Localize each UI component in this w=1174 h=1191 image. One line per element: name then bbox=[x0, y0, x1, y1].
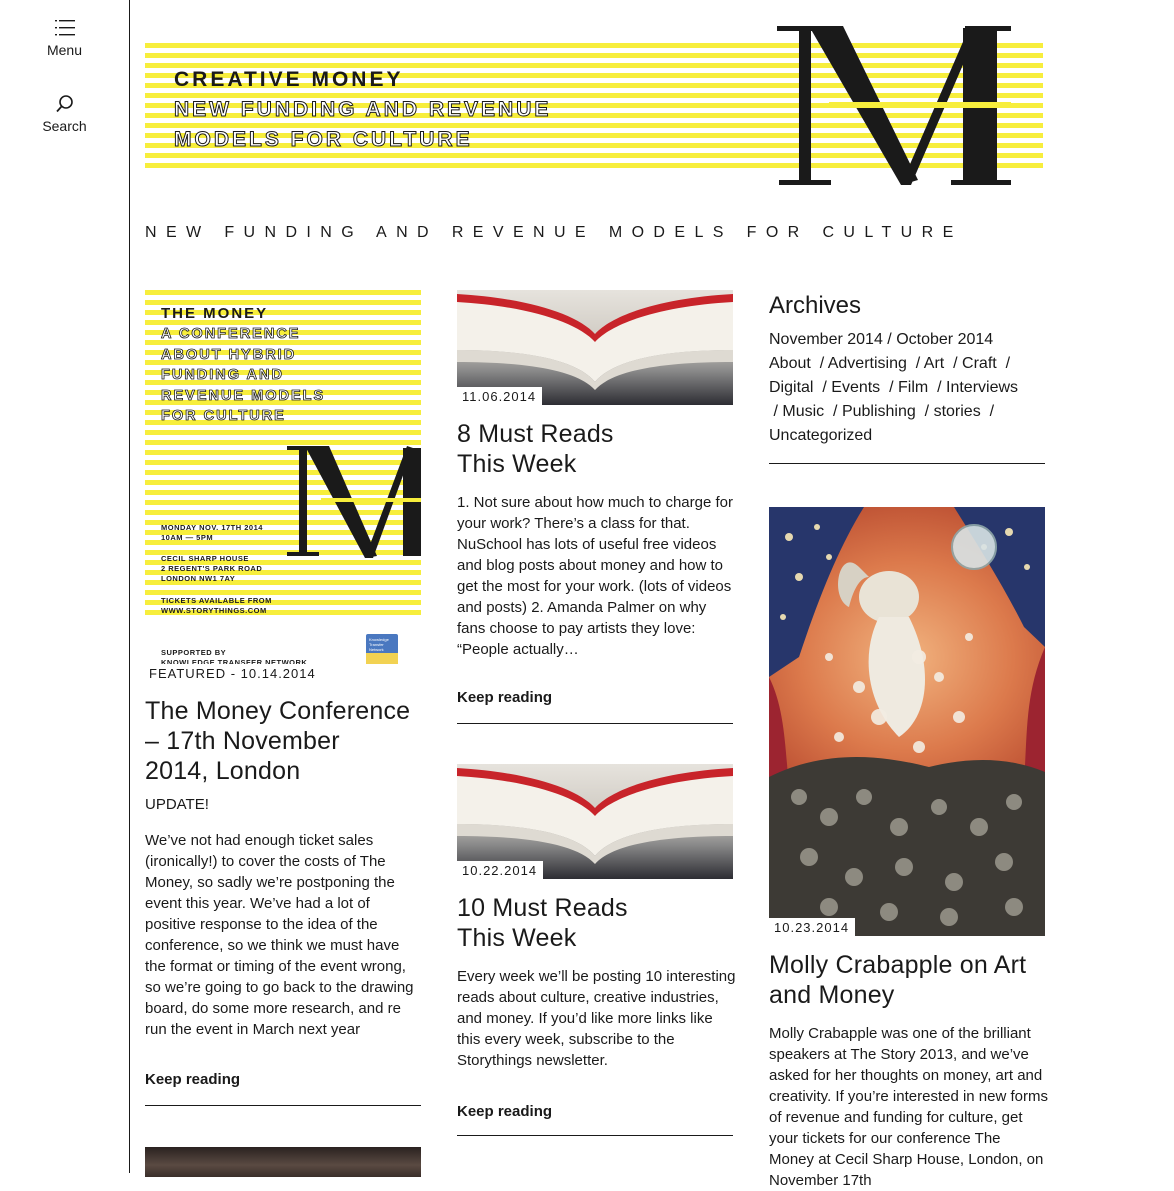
category-link-interviews[interactable]: Interviews bbox=[946, 379, 1019, 396]
title-line: The Money Conference bbox=[145, 697, 411, 725]
poster-supporter: KNOWLEDGE TRANSFER NETWORK bbox=[161, 658, 308, 664]
divider bbox=[457, 723, 733, 724]
divider bbox=[145, 1105, 421, 1106]
post-3-title[interactable] bbox=[769, 950, 1049, 1010]
post-2-excerpt: Every week we’ll be posting 10 interesting reads about culture, creative industries, and money. If you’d like more links like this every week, subscribe to the Storythings newsletter. bbox=[457, 968, 736, 1069]
featured-post-title[interactable] bbox=[145, 696, 423, 786]
post-3-excerpt: Molly Crabapple was one of the brilliant speakers at The Story 2013, and we’ve asked for her thoughts on money, art and creativity. If you’re interested in new forms of revenue and funding for culture, get your tickets for our conference The Money at Cecil Sharp House, London, on November 17th bbox=[769, 1025, 1048, 1189]
archives-heading: Archives bbox=[769, 292, 862, 319]
separator: / bbox=[1005, 355, 1011, 372]
featured-date: 10.14.2014 bbox=[240, 666, 316, 681]
title-line: 8 Must Reads bbox=[457, 420, 614, 448]
category-link-uncategorized[interactable]: Uncategorized bbox=[769, 427, 873, 444]
category-link-craft[interactable]: Craft bbox=[962, 355, 997, 372]
category-link-stories[interactable]: stories bbox=[933, 403, 981, 420]
poster-date-block bbox=[161, 523, 263, 543]
title-line: 10 Must Reads bbox=[457, 894, 628, 922]
category-link-film[interactable]: Film bbox=[897, 379, 929, 396]
featured-poster-image[interactable] bbox=[145, 290, 421, 664]
post-1-body bbox=[457, 419, 737, 724]
poster-venue-line: 2 REGENT'S PARK ROAD bbox=[161, 564, 263, 573]
archive-month-link[interactable]: November 2014 bbox=[769, 331, 883, 348]
category-link-art[interactable]: Art bbox=[923, 355, 945, 372]
menu-button[interactable] bbox=[0, 18, 129, 58]
ktn-logo-text: Knowledge Transfer Network bbox=[369, 637, 389, 652]
divider bbox=[769, 463, 1045, 464]
featured-label: FEATURED - bbox=[149, 666, 241, 681]
poster-venue-line: CECIL SHARP HOUSE bbox=[161, 554, 249, 563]
banner-text bbox=[174, 65, 551, 155]
featured-keep-reading-link[interactable]: Keep reading bbox=[145, 1071, 241, 1088]
search-label: Search bbox=[42, 118, 87, 134]
title-line: – 17th November bbox=[145, 727, 340, 755]
menu-label: Menu bbox=[46, 42, 83, 58]
post-2-date: 10.22.2014 bbox=[457, 861, 543, 881]
poster-line: FOR CULTURE bbox=[161, 408, 286, 425]
separator: / bbox=[989, 403, 995, 420]
poster-tickets-block bbox=[161, 596, 272, 616]
category-link-digital[interactable]: Digital bbox=[769, 379, 814, 396]
category-link-about[interactable]: About bbox=[769, 355, 811, 372]
title-line: Molly Crabapple on Art bbox=[769, 951, 1027, 979]
archive-month-link[interactable]: October 2014 bbox=[896, 331, 994, 348]
category-link-publishing[interactable]: Publishing bbox=[841, 403, 916, 420]
poster-text bbox=[161, 304, 325, 427]
post-1-date: 11.06.2014 bbox=[457, 387, 542, 407]
poster-line: FUNDING AND bbox=[161, 367, 284, 384]
featured-excerpt: We’ve not had enough ticket sales (ironically!) to cover the costs of The Money, so sadly we’re postponing the event this year. We’ve had a lot of positive response to the idea of the conference, so we think we must have the format or timing of the event wrong, so we’re going to go back to the drawing board, do some more research, and re run the event in March next year bbox=[145, 832, 414, 1038]
divider bbox=[457, 1135, 733, 1136]
search-button[interactable] bbox=[0, 94, 129, 134]
site-banner[interactable] bbox=[145, 43, 1043, 171]
title-line: and Money bbox=[769, 981, 895, 1009]
post-2-keep-reading-link[interactable]: Keep reading bbox=[457, 1103, 553, 1120]
category-link-music[interactable]: Music bbox=[782, 403, 825, 420]
poster-tickets-line: WWW.STORYTHINGS.COM bbox=[161, 606, 267, 615]
separator: / bbox=[887, 331, 892, 348]
ktn-logo-icon bbox=[366, 634, 398, 664]
poster-venue-block bbox=[161, 554, 262, 584]
category-link-events[interactable]: Events bbox=[831, 379, 881, 396]
separator: / bbox=[819, 355, 825, 372]
poster-time-line: 10AM — 5PM bbox=[161, 533, 214, 542]
title-line: This Week bbox=[457, 450, 577, 478]
post-3-painting-image[interactable] bbox=[769, 507, 1045, 936]
menu-icon bbox=[54, 18, 76, 38]
search-icon bbox=[55, 94, 75, 114]
banner-title: CREATIVE MONEY bbox=[174, 68, 404, 91]
poster-line: A CONFERENCE bbox=[161, 326, 301, 342]
post-1-excerpt: 1. Not sure about how much to charge for your work? There’s a class for that. NuSchool has lots of useful free videos and blog posts about money and how to get the most for your work. (lots of videos and posts) 2. Amanda Palmer on why fans choose to pay artists they love: “People actually… bbox=[457, 494, 733, 658]
archives-list bbox=[769, 328, 1047, 448]
post-3-date: 10.23.2014 bbox=[769, 918, 855, 938]
separator: / bbox=[915, 355, 921, 372]
separator: / bbox=[953, 355, 958, 372]
illustration-painting-icon bbox=[769, 507, 1045, 936]
poster-venue-line: LONDON NW1 7AY bbox=[161, 574, 236, 583]
poster-date-line: MONDAY NOV. 17TH 2014 bbox=[161, 523, 263, 532]
poster-m-logo-icon bbox=[285, 442, 421, 562]
title-line: 2014, London bbox=[145, 757, 301, 785]
post-2-title[interactable] bbox=[457, 893, 737, 953]
separator: / bbox=[833, 403, 838, 420]
banner-subtitle-line1: NEW FUNDING AND REVENUE bbox=[174, 98, 552, 121]
separator: / bbox=[924, 403, 930, 420]
poster-line: REVENUE MODELS bbox=[161, 387, 326, 404]
featured-update: UPDATE! bbox=[145, 796, 209, 813]
featured-post-body bbox=[145, 696, 423, 1106]
site-tagline: NEW FUNDING AND REVENUE MODELS FOR CULTURE bbox=[145, 224, 963, 241]
banner-subtitle-line2: MODELS FOR CULTURE bbox=[174, 128, 473, 151]
post-3-body bbox=[769, 950, 1049, 1191]
poster-line: ABOUT HYBRID bbox=[161, 346, 297, 363]
poster-title: THE MONEY bbox=[161, 305, 269, 322]
big-m-logo-icon bbox=[773, 20, 1013, 190]
separator: / bbox=[773, 403, 778, 420]
category-link-advertising[interactable]: Advertising bbox=[827, 355, 907, 372]
archives-widget bbox=[769, 292, 1047, 464]
featured-date-badge bbox=[145, 664, 322, 686]
separator: / bbox=[822, 379, 827, 396]
poster-supported-by: SUPPORTED BY bbox=[161, 648, 227, 657]
title-line: This Week bbox=[457, 924, 577, 952]
post-1-keep-reading-link[interactable]: Keep reading bbox=[457, 689, 553, 706]
post-1-title[interactable] bbox=[457, 419, 737, 479]
poster-tickets-line: TICKETS AVAILABLE FROM bbox=[161, 596, 272, 605]
poster-footer bbox=[145, 620, 421, 664]
side-rail bbox=[0, 0, 130, 1173]
post-2-body bbox=[457, 893, 737, 1136]
separator: / bbox=[937, 379, 942, 396]
separator: / bbox=[889, 379, 894, 396]
